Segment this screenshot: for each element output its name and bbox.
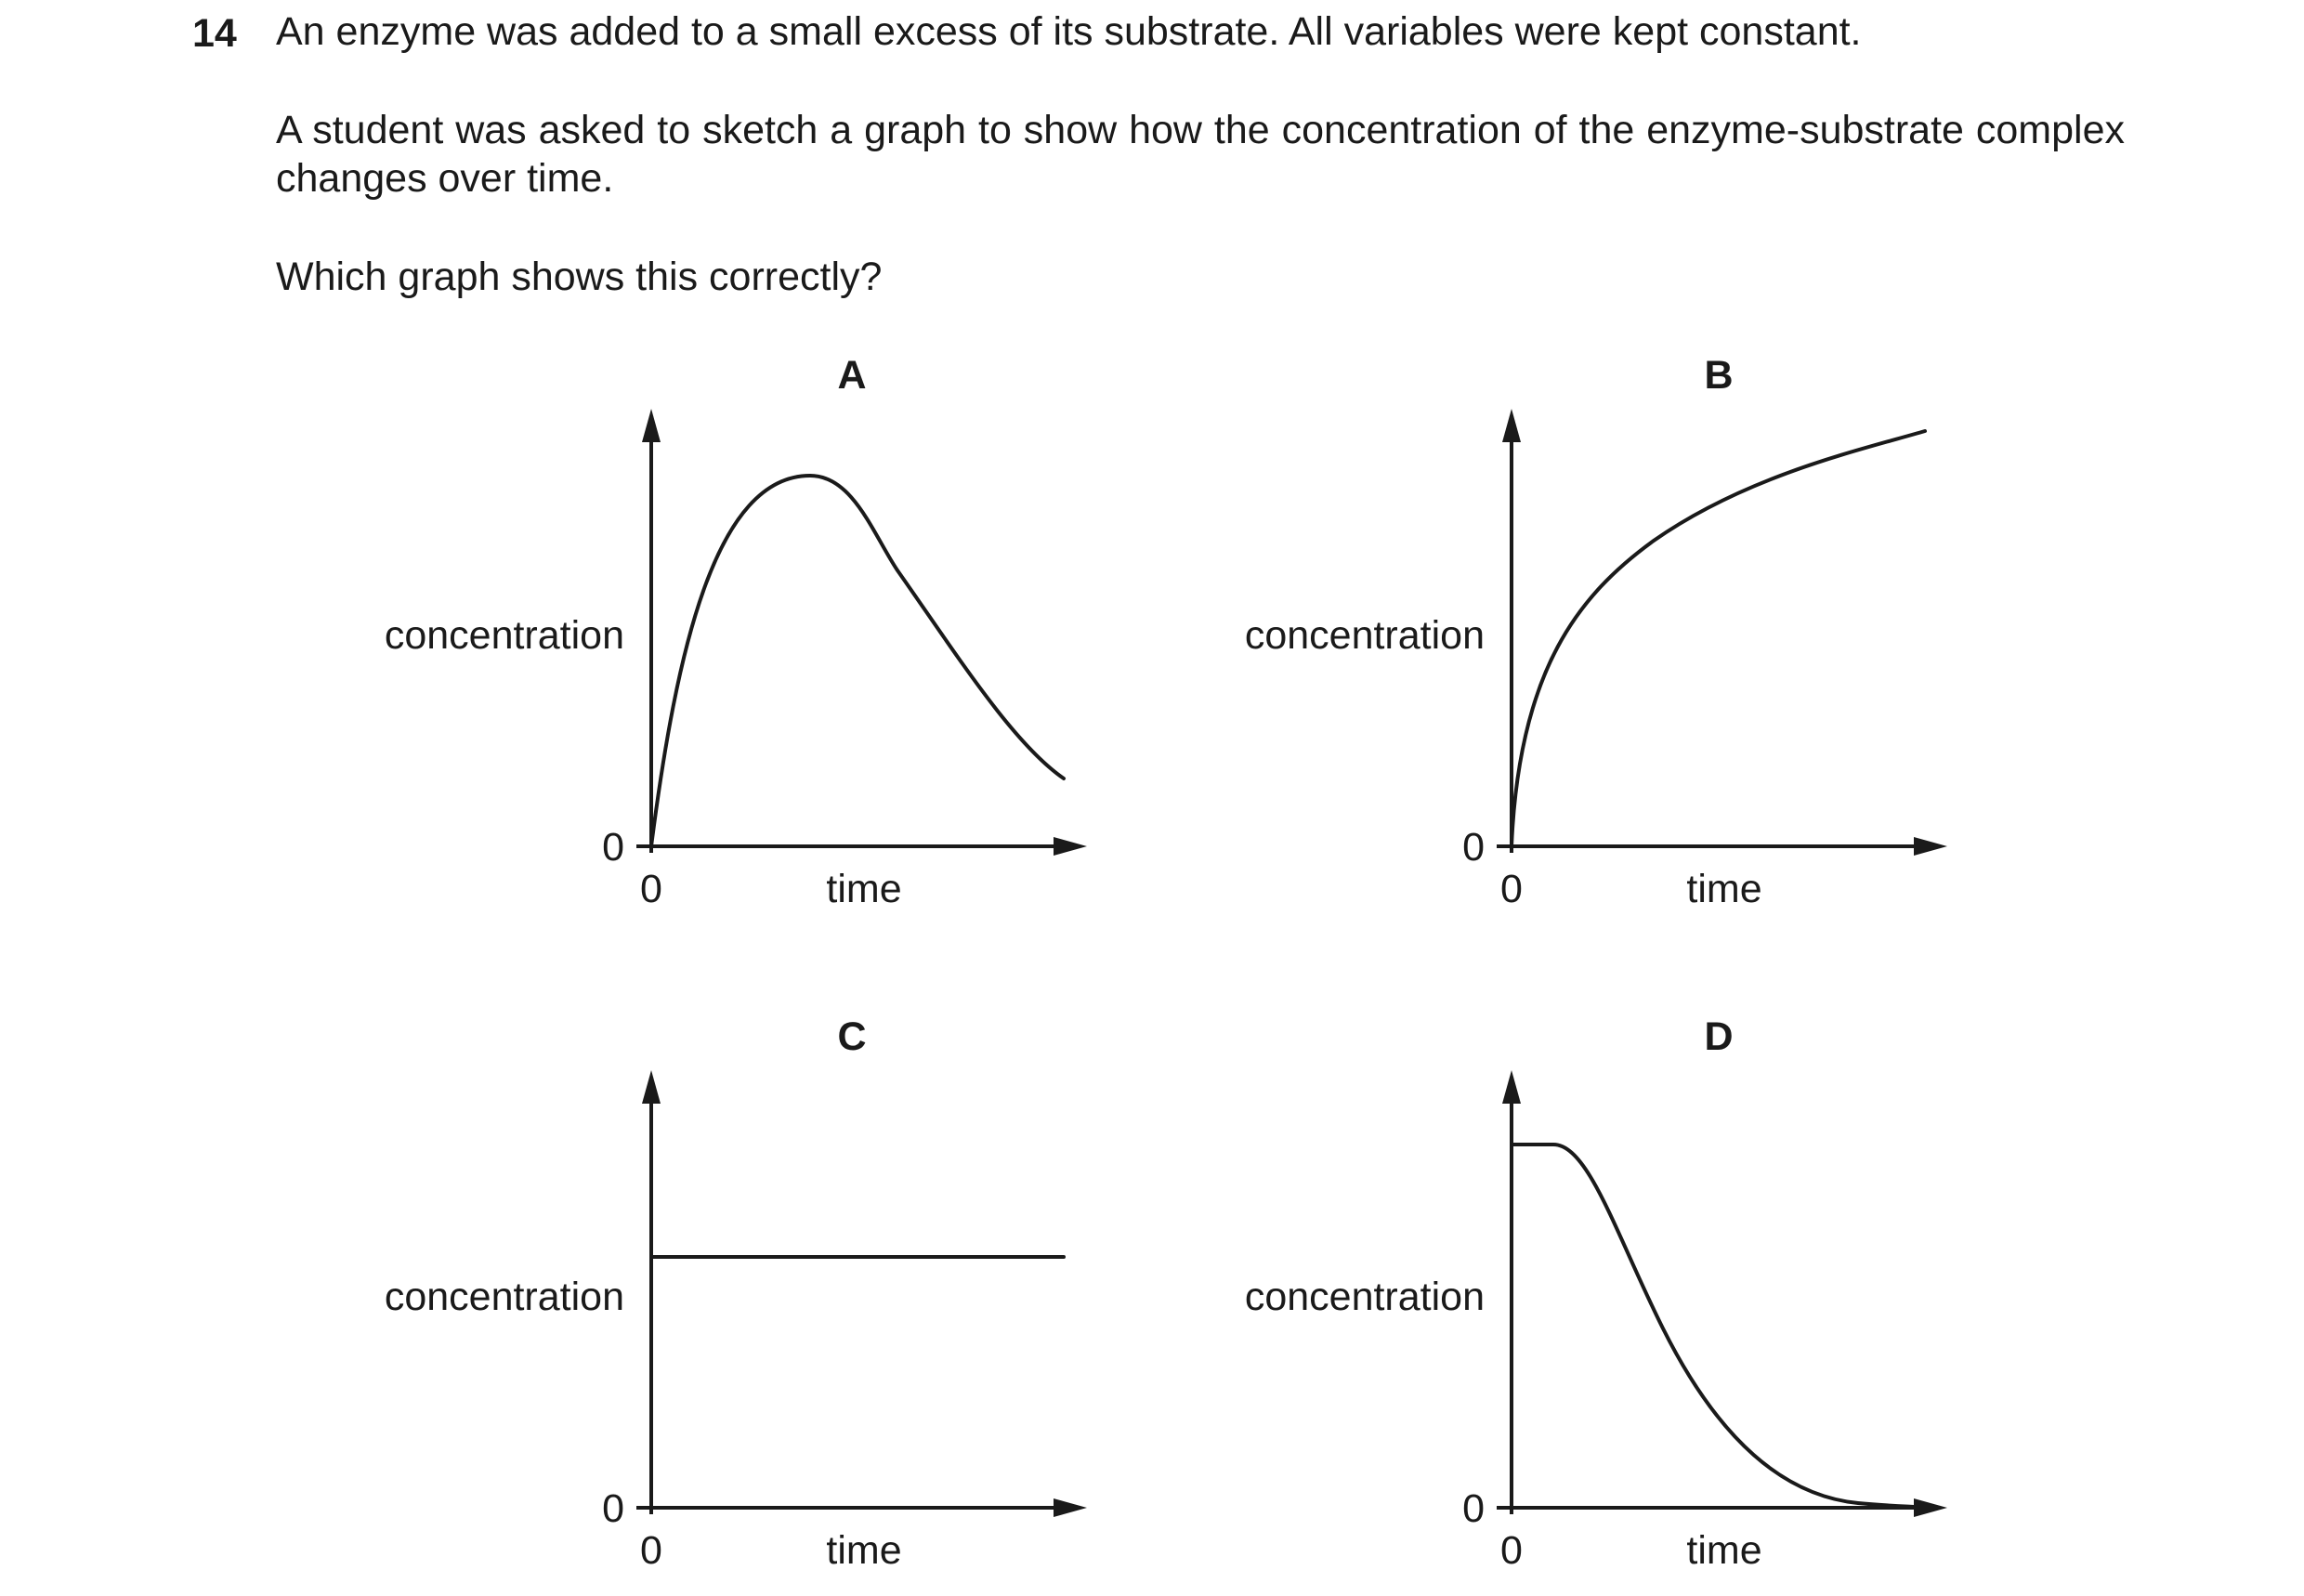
graph-b-y-origin: 0 — [1462, 825, 1485, 870]
graph-a-x-label: time — [826, 867, 902, 911]
graph-c-y-label: concentration — [384, 1275, 624, 1319]
question-task: A student was asked to sketch a graph to show how the concentration of the enzyme-substrate complex changes over time. — [276, 108, 2125, 201]
question-stem: An enzyme was added to a small excess of its substrate. All variables were kept constant. — [276, 9, 1862, 54]
graph-d-x-label: time — [1686, 1528, 1762, 1573]
graph-c-x-origin: 0 — [640, 1528, 662, 1573]
graph-c-x-label: time — [826, 1528, 902, 1573]
graph-d-x-origin: 0 — [1500, 1528, 1523, 1573]
graph-d-letter: D — [1704, 1014, 1734, 1059]
graph-b — [1245, 353, 1947, 911]
graph-a-x-arrow — [1054, 837, 1087, 856]
graph-b-curve — [1512, 431, 1925, 846]
graph-a-x-origin: 0 — [640, 867, 662, 911]
question-prompt: Which graph shows this correctly? — [276, 255, 883, 299]
graph-d-y-label: concentration — [1244, 1275, 1485, 1319]
graph-a-y-origin: 0 — [602, 825, 624, 870]
graph-c-y-origin: 0 — [602, 1486, 624, 1531]
graph-a — [385, 353, 1087, 911]
graph-d-y-arrow — [1502, 1070, 1521, 1104]
graph-b-y-label: concentration — [1244, 613, 1485, 658]
graph-b-x-label: time — [1686, 867, 1762, 911]
graph-b-letter: B — [1704, 353, 1734, 398]
graph-b-x-origin: 0 — [1500, 867, 1523, 911]
question-number: 14 — [192, 11, 237, 56]
graph-d-y-origin: 0 — [1462, 1486, 1485, 1531]
graph-d-curve — [1512, 1145, 1937, 1508]
graph-b-y-arrow — [1502, 409, 1521, 442]
graph-b-x-arrow — [1914, 837, 1947, 856]
graph-a-curve — [651, 476, 1064, 846]
graph-d — [1245, 1014, 1947, 1573]
graph-c-y-arrow — [642, 1070, 661, 1104]
graph-a-y-label: concentration — [384, 613, 624, 658]
graph-c — [385, 1014, 1087, 1573]
graph-a-letter: A — [837, 353, 867, 398]
graph-c-x-arrow — [1054, 1498, 1087, 1517]
graph-a-y-arrow — [642, 409, 661, 442]
graph-c-letter: C — [837, 1014, 867, 1059]
